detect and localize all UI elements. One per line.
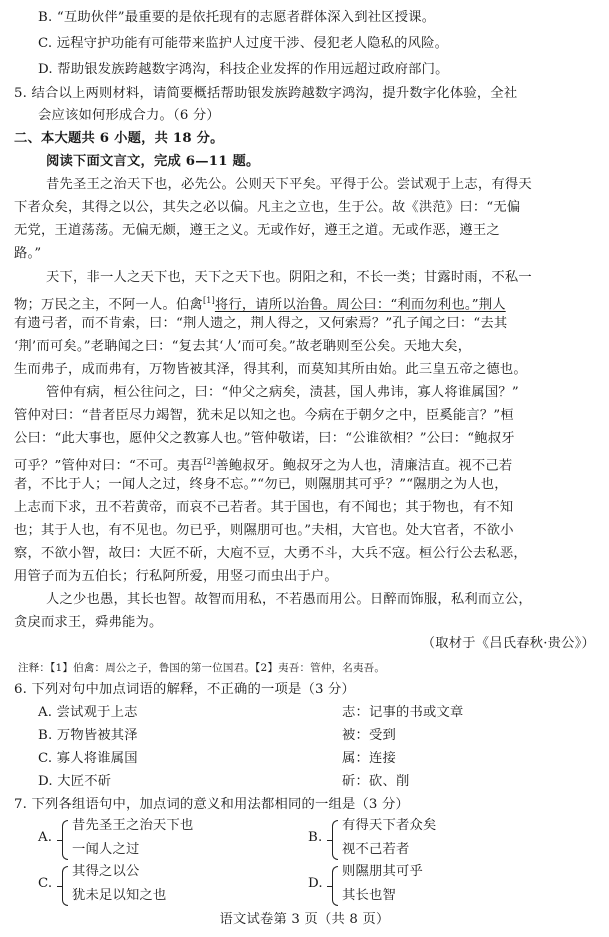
reading-instruction: 阅读下面文言文，完成 6—11 题。	[46, 154, 260, 169]
footnote-mark: [1]	[202, 296, 215, 305]
q4-option-c: C. 远程守护功能有可能带来监护人过度干涉、侵犯老人隐私的风险。	[38, 36, 449, 51]
passage-line: 察，不欲小智，故曰：大匠不斫，大庖不豆，大勇不斗，大兵不寇。桓公行公去私恶，	[14, 546, 527, 561]
footnotes: 注释：【1】伯禽：周公之子，鲁国的第一位国君。【2】夷吾：管仲，名夷吾。	[18, 662, 386, 674]
q7-option-c-label: C.	[38, 876, 53, 891]
q7-option-d-label: D.	[308, 876, 323, 891]
q6-option-d-explanation: 斫：砍、削	[342, 774, 410, 789]
q4-option-d: D. 帮助银发族跨越数字鸿沟，科技企业发挥的作用远超过政府部门。	[38, 62, 449, 77]
passage-line: ‘荆’而可矣。”老聃闻之曰：“复去其‘人’而可矣。”故老聃则至公矣。天地大矣，	[14, 339, 472, 354]
q5-line-2: 会应该如何形成合力。（6 分）	[38, 108, 220, 123]
q5-line-1: 5. 结合以上两则材料，请简要概括帮助银发族跨越数字鸿沟，提升数字化体验，全社	[14, 86, 518, 101]
passage-line: 路。”	[14, 246, 42, 261]
q7-option-c-brace	[62, 866, 68, 906]
page-footer: 语文试卷第 3 页（共 8 页）	[219, 912, 390, 927]
passage-line	[14, 291, 506, 315]
q6-option-b: B. 万物皆被其泽	[38, 728, 138, 743]
q7-option-b-brace	[332, 820, 338, 860]
q4-option-b: B. “互助伙伴”最重要的是依托现有的志愿者群体深入到社区授课。	[38, 10, 436, 25]
q6-option-a-explanation: 志：记事的书或文章	[342, 705, 464, 720]
passage-line: 无党，王道荡荡。无偏无颇，遵王之义。无或作好，遵王之道。无或作恶，遵王之	[14, 223, 500, 238]
q7-option-b-line-2: 视不己若者	[342, 842, 410, 857]
passage-line: 者，不比于人；一闻人之过，终身不忘。”“勿已，则隰朋其可乎？”“隰朋之为人也，	[14, 477, 508, 492]
passage-text: 将行，请所以治鲁。周公曰：“利而勿利也。”荆人	[214, 297, 506, 313]
q6-option-c-explanation: 属：连接	[342, 751, 396, 766]
q7-option-b-label: B.	[308, 830, 323, 845]
q6-option-d: D. 大匠不斫	[38, 774, 112, 789]
q7-option-d-line-1: 则隰朋其可乎	[342, 864, 423, 879]
passage-line: 下者众矣，其得之以公，其失之必以偏。凡主之立也，生于公。故《洪范》曰：“无偏	[14, 200, 521, 215]
q7-option-a-line-2: 一闻人之过	[72, 842, 140, 857]
q7-option-a-brace	[62, 820, 68, 860]
q6-option-a: A. 尝试观于上志	[38, 705, 138, 720]
passage-line: 上志而下求，丑不若黄帝，而哀不己若者。其于国也，有不闻也；其于物也，有不知	[14, 500, 514, 515]
q7-option-b-line-1: 有得天下者众矣	[342, 818, 437, 833]
q7-option-a-line-1: 昔先圣王之治天下也	[72, 818, 194, 833]
passage-line: 管仲对曰：“昔者臣尽力竭智，犹未足以知之也。今病在于朝夕之中，臣奚能言？”桓	[14, 408, 514, 423]
passage-line: 管仲有病，桓公往问之，曰：“仲父之病矣，渍甚，国人弗讳，寡人将谁属国？”	[46, 385, 519, 400]
passage-text: 善鲍叔牙。鲍叔牙之为人也，清廉洁直。视不己若	[215, 458, 513, 474]
passage-line: 生而弗子，成而弗有，万物皆被其泽，得其利，而莫知其所由始。此三皇五帝之德也。	[14, 362, 527, 377]
passage-line	[14, 452, 512, 476]
passage-line: 有遗弓者，而不肯索，曰：“荆人遗之，荆人得之，又何索焉？”孔子闻之曰：“去其	[14, 316, 508, 331]
passage-line: 用管子而为五伯长；行私阿所爱，用竖刁而虫出于户。	[14, 569, 338, 584]
q7-option-c-line-1: 其得之以公	[72, 864, 140, 879]
q6-option-c: C. 寡人将谁属国	[38, 751, 138, 766]
passage-source: （取材于《吕氏春秋·贵公》）	[421, 636, 595, 651]
q7-option-d-line-2: 其长也智	[342, 888, 396, 903]
q7-option-a-label: A.	[38, 830, 53, 845]
passage-line: 也；其于人也，有不见也。勿已乎，则隰朋可也。”夫相，大官也。处大官者，不欲小	[14, 523, 514, 538]
passage-text: 物；万民之主，不阿一人。伯禽	[14, 297, 203, 313]
q6-stem: 6. 下列对句中加点词语的解释，不正确的一项是（3 分）	[14, 682, 356, 697]
passage-line: 人之少也愚，其长也智。故智而用私，不若愚而用公。日醉而饰服，私利而立公，	[46, 592, 532, 607]
q6-option-b-explanation: 被：受到	[342, 728, 396, 743]
q7-option-d-brace	[332, 866, 338, 906]
section-heading: 二、本大题共 6 小题，共 18 分。	[14, 131, 224, 146]
passage-line: 昔先圣王之治天下也，必先公。公则天下平矣。平得于公。尝试观于上志，有得天	[46, 177, 532, 192]
passage-line: 公曰：“此大事也，愿仲父之教寡人也。”管仲敬诺，曰：“公谁欲相？”公曰：“鲍叔牙	[14, 431, 515, 446]
passage-line: 贪戾而求王，舜弗能为。	[14, 615, 163, 630]
q7-option-c-line-2: 犹未足以知之也	[72, 888, 167, 903]
passage-line: 天下，非一人之天下也，天下之天下也。阴阳之和，不长一类；甘露时雨，不私一	[46, 270, 532, 285]
q7-stem: 7. 下列各组语句中，加点词的意义和用法都相同的一组是（3 分）	[14, 797, 410, 812]
footnote-mark: [2]	[203, 457, 216, 466]
passage-text: 可乎？”管仲对曰：“不可。夷吾	[14, 458, 204, 474]
